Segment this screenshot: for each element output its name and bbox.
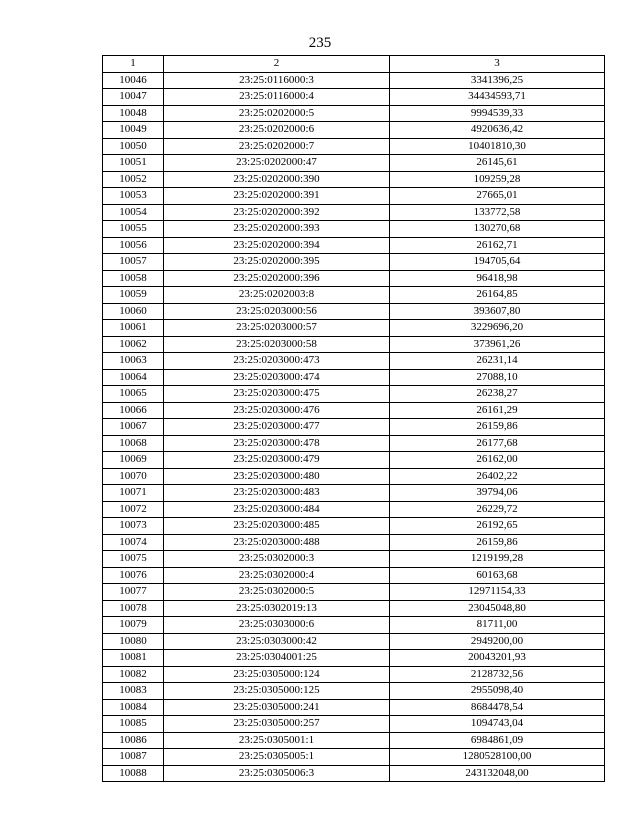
cadastral-number-cell: 23:25:0203000:477 (164, 419, 390, 436)
table-row (103, 254, 605, 271)
cadastral-number-cell: 23:25:0203000:476 (164, 402, 390, 419)
table-row (103, 452, 605, 469)
row-number-cell: 10069 (103, 452, 164, 469)
table-row (103, 584, 605, 601)
table-header-row (103, 56, 605, 73)
value-cell: 373961,26 (390, 336, 605, 353)
row-number-cell: 10085 (103, 716, 164, 733)
cadastral-number-cell: 23:25:0202000:6 (164, 122, 390, 139)
cadastral-number-cell: 23:25:0202000:7 (164, 138, 390, 155)
value-cell: 26231,14 (390, 353, 605, 370)
table-row (103, 419, 605, 436)
table-row (103, 749, 605, 766)
table-row (103, 518, 605, 535)
row-number-cell: 10082 (103, 666, 164, 683)
column-header-3: 3 (390, 56, 605, 73)
table-row (103, 617, 605, 634)
value-cell: 26164,85 (390, 287, 605, 304)
row-number-cell: 10072 (103, 501, 164, 518)
row-number-cell: 10074 (103, 534, 164, 551)
cadastral-number-cell: 23:25:0305000:257 (164, 716, 390, 733)
row-number-cell: 10050 (103, 138, 164, 155)
value-cell: 1094743,04 (390, 716, 605, 733)
value-cell: 23045048,80 (390, 600, 605, 617)
value-cell: 3341396,25 (390, 72, 605, 89)
row-number-cell: 10071 (103, 485, 164, 502)
table-row (103, 650, 605, 667)
cadastral-number-cell: 23:25:0202000:390 (164, 171, 390, 188)
cadastral-number-cell: 23:25:0203000:474 (164, 369, 390, 386)
value-cell: 26192,65 (390, 518, 605, 535)
value-cell: 96418,98 (390, 270, 605, 287)
table-row (103, 89, 605, 106)
row-number-cell: 10063 (103, 353, 164, 370)
table-row (103, 353, 605, 370)
value-cell: 1219199,28 (390, 551, 605, 568)
cadastral-number-cell: 23:25:0202000:391 (164, 188, 390, 205)
value-cell: 26238,27 (390, 386, 605, 403)
cadastral-number-cell: 23:25:0302000:4 (164, 567, 390, 584)
cadastral-number-cell: 23:25:0202000:395 (164, 254, 390, 271)
row-number-cell: 10080 (103, 633, 164, 650)
table-row (103, 320, 605, 337)
table-row (103, 122, 605, 139)
cadastral-number-cell: 23:25:0203000:488 (164, 534, 390, 551)
value-cell: 26162,00 (390, 452, 605, 469)
table-row (103, 485, 605, 502)
row-number-cell: 10048 (103, 105, 164, 122)
column-header-1: 1 (103, 56, 164, 73)
cadastral-number-cell: 23:25:0203000:57 (164, 320, 390, 337)
table-row (103, 683, 605, 700)
row-number-cell: 10060 (103, 303, 164, 320)
row-number-cell: 10057 (103, 254, 164, 271)
cadastral-number-cell: 23:25:0202000:396 (164, 270, 390, 287)
cadastral-number-cell: 23:25:0202003:8 (164, 287, 390, 304)
row-number-cell: 10061 (103, 320, 164, 337)
table-row (103, 105, 605, 122)
table-row (103, 567, 605, 584)
table-row (103, 188, 605, 205)
row-number-cell: 10054 (103, 204, 164, 221)
table-row (103, 551, 605, 568)
row-number-cell: 10051 (103, 155, 164, 172)
row-number-cell: 10058 (103, 270, 164, 287)
row-number-cell: 10087 (103, 749, 164, 766)
table-row (103, 468, 605, 485)
cadastral-number-cell: 23:25:0203000:58 (164, 336, 390, 353)
cadastral-number-cell: 23:25:0302000:3 (164, 551, 390, 568)
table-row (103, 138, 605, 155)
row-number-cell: 10078 (103, 600, 164, 617)
row-number-cell: 10059 (103, 287, 164, 304)
table-row (103, 765, 605, 782)
row-number-cell: 10088 (103, 765, 164, 782)
row-number-cell: 10062 (103, 336, 164, 353)
value-cell: 2955098,40 (390, 683, 605, 700)
cadastral-number-cell: 23:25:0305006:3 (164, 765, 390, 782)
row-number-cell: 10084 (103, 699, 164, 716)
cadastral-number-cell: 23:25:0202000:394 (164, 237, 390, 254)
cadastral-number-cell: 23:25:0302000:5 (164, 584, 390, 601)
cadastral-number-cell: 23:25:0202000:392 (164, 204, 390, 221)
value-cell: 393607,80 (390, 303, 605, 320)
table-row (103, 303, 605, 320)
cadastral-number-cell: 23:25:0202000:5 (164, 105, 390, 122)
cadastral-number-cell: 23:25:0116000:4 (164, 89, 390, 106)
cadastral-number-cell: 23:25:0303000:42 (164, 633, 390, 650)
row-number-cell: 10079 (103, 617, 164, 634)
cadastral-number-cell: 23:25:0203000:478 (164, 435, 390, 452)
cadastral-number-cell: 23:25:0203000:56 (164, 303, 390, 320)
table-row (103, 732, 605, 749)
cadastral-number-cell: 23:25:0203000:480 (164, 468, 390, 485)
value-cell: 9994539,33 (390, 105, 605, 122)
table-row (103, 287, 605, 304)
value-cell: 81711,00 (390, 617, 605, 634)
row-number-cell: 10076 (103, 567, 164, 584)
cadastral-number-cell: 23:25:0305005:1 (164, 749, 390, 766)
row-number-cell: 10053 (103, 188, 164, 205)
value-cell: 2128732,56 (390, 666, 605, 683)
cadastral-number-cell: 23:25:0302019:13 (164, 600, 390, 617)
table-row (103, 699, 605, 716)
cadastral-number-cell: 23:25:0303000:6 (164, 617, 390, 634)
row-number-cell: 10055 (103, 221, 164, 238)
row-number-cell: 10075 (103, 551, 164, 568)
row-number-cell: 10081 (103, 650, 164, 667)
row-number-cell: 10047 (103, 89, 164, 106)
cadastral-number-cell: 23:25:0203000:473 (164, 353, 390, 370)
value-cell: 26159,86 (390, 419, 605, 436)
value-cell: 2949200,00 (390, 633, 605, 650)
value-cell: 10401810,30 (390, 138, 605, 155)
cadastral-number-cell: 23:25:0203000:475 (164, 386, 390, 403)
value-cell: 8684478,54 (390, 699, 605, 716)
row-number-cell: 10052 (103, 171, 164, 188)
table-row (103, 336, 605, 353)
value-cell: 26159,86 (390, 534, 605, 551)
value-cell: 60163,68 (390, 567, 605, 584)
row-number-cell: 10064 (103, 369, 164, 386)
table-row (103, 237, 605, 254)
cadastral-number-cell: 23:25:0203000:484 (164, 501, 390, 518)
value-cell: 12971154,33 (390, 584, 605, 601)
cadastral-number-cell: 23:25:0305000:125 (164, 683, 390, 700)
table-row (103, 369, 605, 386)
value-cell: 3229696,20 (390, 320, 605, 337)
value-cell: 26161,29 (390, 402, 605, 419)
table-row (103, 171, 605, 188)
cadastral-number-cell: 23:25:0203000:479 (164, 452, 390, 469)
cadastral-number-cell: 23:25:0203000:483 (164, 485, 390, 502)
table-row (103, 666, 605, 683)
row-number-cell: 10086 (103, 732, 164, 749)
row-number-cell: 10073 (103, 518, 164, 535)
value-cell: 39794,06 (390, 485, 605, 502)
row-number-cell: 10077 (103, 584, 164, 601)
table-row (103, 270, 605, 287)
cadastral-number-cell: 23:25:0116000:3 (164, 72, 390, 89)
data-table (102, 55, 605, 782)
table-body (103, 72, 605, 782)
value-cell: 26402,22 (390, 468, 605, 485)
row-number-cell: 10070 (103, 468, 164, 485)
row-number-cell: 10049 (103, 122, 164, 139)
row-number-cell: 10056 (103, 237, 164, 254)
row-number-cell: 10083 (103, 683, 164, 700)
table-row (103, 633, 605, 650)
column-header-2: 2 (164, 56, 390, 73)
table-row (103, 386, 605, 403)
cadastral-number-cell: 23:25:0305001:1 (164, 732, 390, 749)
row-number-cell: 10046 (103, 72, 164, 89)
value-cell: 26145,61 (390, 155, 605, 172)
row-number-cell: 10068 (103, 435, 164, 452)
value-cell: 26229,72 (390, 501, 605, 518)
table-row (103, 155, 605, 172)
row-number-cell: 10065 (103, 386, 164, 403)
row-number-cell: 10067 (103, 419, 164, 436)
cadastral-number-cell: 23:25:0304001:25 (164, 650, 390, 667)
value-cell: 109259,28 (390, 171, 605, 188)
table-row (103, 600, 605, 617)
cadastral-number-cell: 23:25:0203000:485 (164, 518, 390, 535)
value-cell: 130270,68 (390, 221, 605, 238)
value-cell: 20043201,93 (390, 650, 605, 667)
table-row (103, 534, 605, 551)
table-row (103, 402, 605, 419)
table-row (103, 716, 605, 733)
cadastral-number-cell: 23:25:0202000:47 (164, 155, 390, 172)
value-cell: 26162,71 (390, 237, 605, 254)
cadastral-number-cell: 23:25:0202000:393 (164, 221, 390, 238)
table-row (103, 204, 605, 221)
value-cell: 34434593,71 (390, 89, 605, 106)
value-cell: 6984861,09 (390, 732, 605, 749)
table-row (103, 72, 605, 89)
value-cell: 1280528100,00 (390, 749, 605, 766)
table-row (103, 501, 605, 518)
value-cell: 243132048,00 (390, 765, 605, 782)
table-row (103, 221, 605, 238)
value-cell: 27665,01 (390, 188, 605, 205)
value-cell: 26177,68 (390, 435, 605, 452)
cadastral-number-cell: 23:25:0305000:124 (164, 666, 390, 683)
value-cell: 4920636,42 (390, 122, 605, 139)
table-row (103, 435, 605, 452)
cadastral-number-cell: 23:25:0305000:241 (164, 699, 390, 716)
value-cell: 133772,58 (390, 204, 605, 221)
row-number-cell: 10066 (103, 402, 164, 419)
page-number: 235 (308, 35, 332, 51)
value-cell: 194705,64 (390, 254, 605, 271)
value-cell: 27088,10 (390, 369, 605, 386)
